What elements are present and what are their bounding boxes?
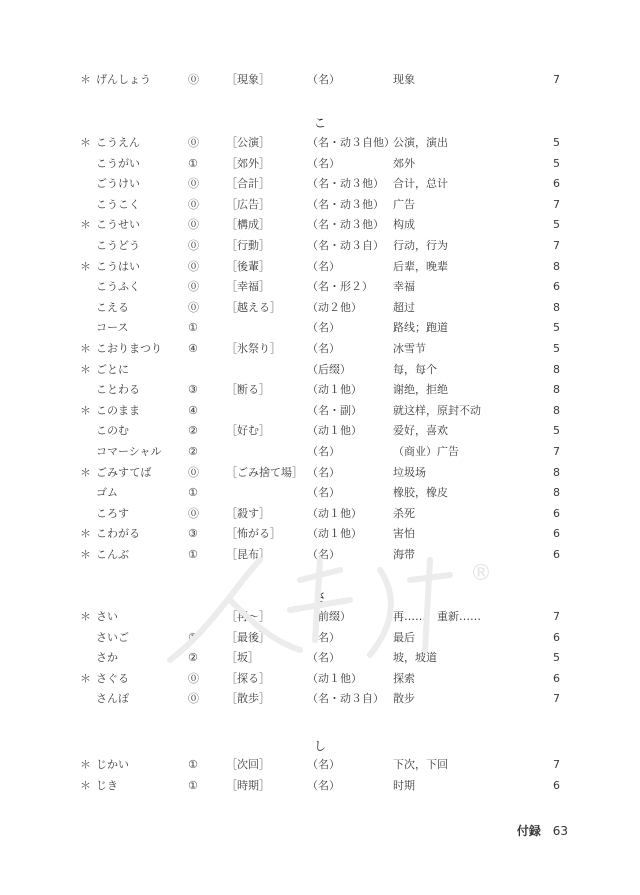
page-footer xyxy=(517,821,568,841)
entry-pos: （名） xyxy=(307,156,340,170)
entry-kana: さいご xyxy=(96,630,129,644)
entry-accent: ① xyxy=(188,321,198,335)
entry-kana: さか xyxy=(96,651,118,665)
vocab-entry xyxy=(0,277,640,297)
entry-lesson: 7 xyxy=(553,239,560,252)
entry-pos: （名） xyxy=(307,630,340,644)
entry-lesson: 7 xyxy=(553,610,560,623)
entry-accent: ③ xyxy=(188,527,198,541)
entry-lesson: 5 xyxy=(553,321,560,335)
entry-accent: ④ xyxy=(188,403,198,417)
entry-pos: （前缀） xyxy=(307,610,351,623)
entry-kana: ごうけい xyxy=(96,177,140,191)
entry-pos: （名・动３他） xyxy=(307,197,384,211)
entry-pos: （名） xyxy=(307,321,340,335)
vocab-entry xyxy=(0,215,640,235)
entry-kana: ころす xyxy=(96,506,129,520)
vocab-entry xyxy=(0,70,640,90)
entry-star: ＊ xyxy=(80,671,91,685)
entry-pos: （名・动３自） xyxy=(307,692,384,706)
entry-meaning: 杀死 xyxy=(393,506,415,520)
entry-kanji: ［探る］ xyxy=(226,671,270,685)
entry-accent: ③ xyxy=(188,383,198,397)
entry-meaning: 谢绝，拒绝 xyxy=(393,383,448,397)
entry-lesson: 6 xyxy=(553,671,560,685)
entry-accent: ② xyxy=(188,424,198,438)
entry-star: ＊ xyxy=(80,527,91,541)
entry-pos: （动１他） xyxy=(307,383,362,397)
entry-kanji: ［構成］ xyxy=(226,218,270,232)
entry-meaning: 海带 xyxy=(393,548,415,561)
entry-lesson: 8 xyxy=(553,465,560,479)
entry-kanji: ［昆布］ xyxy=(226,548,270,561)
entry-kana: ことわる xyxy=(96,383,140,397)
entry-lesson: 7 xyxy=(553,73,560,86)
entry-pos: （名） xyxy=(307,778,340,792)
entry-pos: （动１他） xyxy=(307,506,362,520)
entry-kanji: ［次回］ xyxy=(226,758,270,771)
entry-kanji: ［越える］ xyxy=(226,300,281,314)
entry-meaning: 探索 xyxy=(393,671,415,685)
entry-lesson: 5 xyxy=(553,342,560,355)
entry-meaning: （商业）广告 xyxy=(393,445,459,458)
entry-lesson: 8 xyxy=(553,300,560,314)
entry-star: ＊ xyxy=(80,778,91,792)
vocab-entry xyxy=(0,257,640,277)
entry-kana: こうふく xyxy=(96,280,140,294)
entry-kanji: ［殺す］ xyxy=(226,506,270,520)
footer-label: 付録 xyxy=(516,824,541,838)
vocab-entry xyxy=(0,360,640,380)
entry-kanji: ［断る］ xyxy=(226,383,270,397)
entry-pos: （名） xyxy=(307,445,340,458)
section-heading: さ xyxy=(313,590,326,604)
entry-accent: ① xyxy=(188,630,198,644)
entry-meaning: 下次，下回 xyxy=(393,758,448,771)
entry-kana: さぐる xyxy=(96,671,129,685)
entry-lesson: 8 xyxy=(553,403,560,417)
registered-mark: ® xyxy=(470,561,492,586)
watermark-logo xyxy=(150,540,510,680)
entry-pos: （名） xyxy=(307,73,340,86)
entry-lesson: 8 xyxy=(553,362,560,376)
entry-meaning: 害怕 xyxy=(393,527,415,541)
entry-pos: （名） xyxy=(307,465,340,479)
entry-star: ＊ xyxy=(80,758,91,771)
entry-star: ＊ xyxy=(80,73,91,86)
entry-lesson: 5 xyxy=(553,651,560,665)
vocab-entry xyxy=(0,298,640,318)
entry-meaning: 散步 xyxy=(393,692,415,706)
entry-meaning: 每，每个 xyxy=(393,362,437,376)
entry-star: ＊ xyxy=(80,342,91,355)
entry-accent: ⓪ xyxy=(188,506,199,520)
entry-kana: じき xyxy=(96,778,118,792)
entry-accent: ⓪ xyxy=(188,259,199,273)
entry-kana: こおりまつり xyxy=(96,342,162,355)
vocab-entry xyxy=(0,236,640,256)
entry-lesson: 6 xyxy=(553,527,560,541)
entry-kanji: ［時期］ xyxy=(226,778,270,792)
entry-lesson: 6 xyxy=(553,630,560,644)
entry-meaning: 后辈，晚辈 xyxy=(393,259,448,273)
entry-kana: このまま xyxy=(96,403,140,417)
entry-lesson: 7 xyxy=(553,445,560,458)
vocab-entry xyxy=(0,401,640,421)
vocab-entry xyxy=(0,174,640,194)
entry-star: ＊ xyxy=(80,259,91,273)
vocab-entry xyxy=(0,776,640,796)
entry-kana: こんぶ xyxy=(96,548,129,561)
entry-kana: こうがい xyxy=(96,156,140,170)
entry-pos: （名） xyxy=(307,758,340,771)
entry-star: ＊ xyxy=(80,218,91,232)
entry-lesson: 5 xyxy=(553,156,560,170)
entry-kanji: ［幸福］ xyxy=(226,280,270,294)
entry-kana: こわがる xyxy=(96,527,140,541)
entry-kanji: ［現象］ xyxy=(226,73,270,86)
entry-kana: じかい xyxy=(96,758,129,771)
entry-accent: ⓪ xyxy=(188,197,199,211)
entry-lesson: 8 xyxy=(553,259,560,273)
vocab-entry xyxy=(0,689,640,709)
entry-lesson: 7 xyxy=(553,692,560,706)
entry-lesson: 6 xyxy=(553,506,560,520)
entry-lesson: 7 xyxy=(553,197,560,211)
entry-kanji: ［ごみ捨て場］ xyxy=(226,465,303,479)
entry-kana: こうえん xyxy=(96,136,140,149)
entry-lesson: 6 xyxy=(553,778,560,792)
entry-pos: （动１他） xyxy=(307,424,362,438)
entry-accent: ⓪ xyxy=(188,465,199,479)
entry-lesson: 6 xyxy=(553,548,560,561)
entry-meaning: 构成 xyxy=(393,218,415,232)
entry-accent: ① xyxy=(188,156,198,170)
entry-kanji: ［最後］ xyxy=(226,630,270,644)
entry-accent: ② xyxy=(188,445,198,458)
entry-pos: （名・动３他） xyxy=(307,177,384,191)
entry-kanji: ［広告］ xyxy=(226,197,270,211)
entry-meaning: 冰雪节 xyxy=(393,342,426,355)
entry-star: ＊ xyxy=(80,465,91,479)
section-heading: し xyxy=(313,739,326,753)
entry-accent: ⓪ xyxy=(188,218,199,232)
entry-kanji: ［散歩］ xyxy=(226,692,270,706)
entry-accent: ⓪ xyxy=(188,671,199,685)
entry-star: ＊ xyxy=(80,136,91,149)
entry-meaning: 最后 xyxy=(393,630,415,644)
entry-star: ＊ xyxy=(80,610,91,623)
vocab-entry xyxy=(0,755,640,775)
entry-pos: （名） xyxy=(307,486,340,500)
entry-kanji: ［郊外］ xyxy=(226,156,270,170)
entry-accent: ⓪ xyxy=(188,692,199,706)
entry-kana: こえる xyxy=(96,300,129,314)
entry-pos: （名） xyxy=(307,342,340,355)
entry-pos: （名・动３自） xyxy=(307,239,384,252)
entry-kanji: ［好む］ xyxy=(226,424,270,438)
entry-accent: ⓪ xyxy=(188,73,199,86)
vocab-entry xyxy=(0,421,640,441)
entry-pos: （名・动３自他） xyxy=(307,136,395,149)
entry-lesson: 6 xyxy=(553,177,560,191)
entry-kana: コース xyxy=(96,321,129,335)
entry-kana: こうどう xyxy=(96,239,140,252)
entry-accent: ① xyxy=(188,778,198,792)
vocab-entry xyxy=(0,463,640,483)
entry-kana: こうせい xyxy=(96,218,140,232)
vocab-entry xyxy=(0,442,640,462)
entry-meaning: 橡胶，橡皮 xyxy=(393,486,448,500)
entry-kana: こうはい xyxy=(96,259,140,273)
entry-pos: （名） xyxy=(307,548,340,561)
entry-meaning: 路线；跑道 xyxy=(393,321,448,335)
page-number: 63 xyxy=(552,824,568,838)
entry-kanji: ［再～］ xyxy=(226,610,270,623)
entry-lesson: 7 xyxy=(553,758,560,771)
entry-star: ＊ xyxy=(80,403,91,417)
entry-meaning: 坡，坡道 xyxy=(393,651,437,665)
entry-meaning: 合计，总计 xyxy=(393,177,448,191)
entry-kana: さい xyxy=(96,610,118,623)
entry-kana: コマーシャル xyxy=(96,445,162,458)
entry-meaning: 再……，重新…… xyxy=(393,610,481,623)
entry-pos: （动２他） xyxy=(307,300,362,314)
vocab-entry xyxy=(0,154,640,174)
entry-lesson: 8 xyxy=(553,383,560,397)
entry-pos: （名・形２） xyxy=(307,280,373,294)
entry-accent: ⓪ xyxy=(188,177,199,191)
entry-pos: （名） xyxy=(307,259,340,273)
entry-meaning: 行动，行为 xyxy=(393,239,448,252)
entry-lesson: 5 xyxy=(553,218,560,232)
entry-kana: さんぽ xyxy=(96,692,129,706)
entry-kana: ごとに xyxy=(96,362,129,376)
vocab-entry xyxy=(0,380,640,400)
entry-kanji: ［行動］ xyxy=(226,239,270,252)
entry-meaning: 广告 xyxy=(393,197,415,211)
entry-meaning: 幸福 xyxy=(393,280,415,294)
entry-kanji: ［公演］ xyxy=(226,136,270,149)
vocab-entry xyxy=(0,318,640,338)
entry-meaning: 郊外 xyxy=(393,156,415,170)
entry-accent: ④ xyxy=(188,342,198,355)
entry-accent: ⓪ xyxy=(188,239,199,252)
entry-lesson: 5 xyxy=(553,136,560,149)
entry-kana: このむ xyxy=(96,424,129,438)
entry-meaning: 公演，演出 xyxy=(393,136,448,149)
vocab-entry xyxy=(0,504,640,524)
entry-lesson: 6 xyxy=(553,280,560,294)
entry-pos: （后缀） xyxy=(307,362,351,376)
entry-pos: （名） xyxy=(307,651,340,665)
vocab-entry xyxy=(0,133,640,153)
entry-kanji: ［氷祭り］ xyxy=(226,342,281,355)
entry-accent: ⓪ xyxy=(188,136,199,149)
entry-accent: ⓪ xyxy=(188,280,199,294)
entry-pos: （动１他） xyxy=(307,527,362,541)
entry-meaning: 现象 xyxy=(393,73,415,86)
entry-kanji: ［坂］ xyxy=(226,651,259,665)
entry-accent: ⓪ xyxy=(188,300,199,314)
entry-kanji: ［怖がる］ xyxy=(226,527,281,541)
entry-star: ＊ xyxy=(80,548,91,561)
entry-kana: ごみすてば xyxy=(96,465,152,479)
entry-kana: こうこく xyxy=(96,197,140,211)
entry-pos: （名・动３他） xyxy=(307,218,384,232)
vocab-entry xyxy=(0,483,640,503)
entry-meaning: 垃圾场 xyxy=(393,465,426,479)
vocab-entry xyxy=(0,339,640,359)
entry-meaning: 爱好，喜欢 xyxy=(393,424,448,438)
section-heading: こ xyxy=(313,116,326,130)
entry-meaning: 超过 xyxy=(393,300,415,314)
entry-lesson: 5 xyxy=(553,424,560,438)
entry-star: ＊ xyxy=(80,362,91,376)
entry-kana: ゴム xyxy=(96,486,118,500)
entry-kanji: ［後輩］ xyxy=(226,259,270,273)
entry-meaning: 就这样，原封不动 xyxy=(393,403,481,417)
entry-accent: ② xyxy=(188,651,198,665)
entry-kanji: ［合計］ xyxy=(226,177,270,191)
entry-meaning: 时期 xyxy=(393,778,415,792)
entry-pos: （动１他） xyxy=(307,671,362,685)
entry-accent: ① xyxy=(188,548,198,561)
entry-kana: げんしょう xyxy=(96,73,151,86)
entry-lesson: 8 xyxy=(553,486,560,500)
entry-accent: ① xyxy=(188,758,198,771)
entry-pos: （名・副） xyxy=(307,403,362,417)
vocab-entry xyxy=(0,195,640,215)
entry-accent: ① xyxy=(188,486,198,500)
